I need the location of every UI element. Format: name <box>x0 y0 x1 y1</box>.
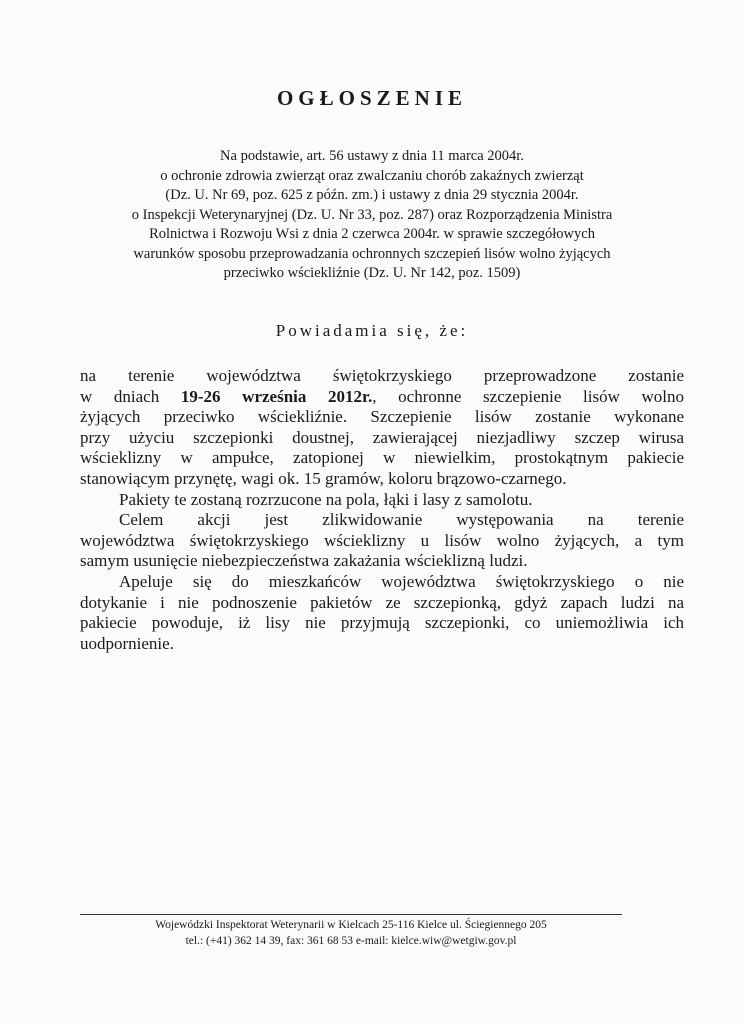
document-title: OGŁOSZENIE <box>276 86 468 110</box>
body-line: żyjących przeciwko wściekliźnie. Szczepienie lisów zostanie wykonane <box>80 407 684 427</box>
vaccination-dates: 19-26 września 2012r. <box>180 386 373 406</box>
footer-address: Wojewódzki Inspektorat Weterynarii w Kielcach 25-116 Kielce ul. Ściegiennego 205 <box>155 919 547 931</box>
legal-basis-line: (Dz. U. Nr 69, poz. 625 z późn. zm.) i ustawy z dnia 29 stycznia 2004r. <box>165 187 579 203</box>
body-line: wścieklizny w ampułce, zatopionej w niewielkim, prostokątnym pakiecie <box>80 448 684 468</box>
body-line: Pakiety te zostaną rozrzucone na pola, łąki i lasy z samolotu. <box>119 489 533 509</box>
body-line: uodpornienie. <box>80 633 174 653</box>
body-line-dates <box>80 387 684 408</box>
body-line: dotykanie i nie podnoszenie pakietów ze szczepionką, gdyż zapach ludzi na <box>80 592 684 612</box>
body-line: województwa świętokrzyskiego wścieklizny u lisów wolno żyjących, a tym <box>80 530 684 550</box>
legal-basis-line: warunków sposobu przeprowadzania ochronnych szczepień lisów wolno żyjących <box>133 245 611 262</box>
body-text-segment: , ochronne szczepienie lisów wolno <box>372 386 684 406</box>
footer <box>80 917 622 949</box>
footer-divider <box>80 914 622 915</box>
body-text-segment: w dniach <box>80 386 181 406</box>
announcement-heading: Powiadamia się, że: <box>275 321 469 340</box>
legal-basis <box>60 147 684 284</box>
footer-contact: tel.: (+41) 362 14 39, fax: 361 68 53 e-mail: kielce.wiw@wetgiw.gov.pl <box>185 935 517 947</box>
legal-basis-line: o ochronie zdrowia zwierząt oraz zwalczaniu chorób zakaźnych zwierząt <box>160 167 584 184</box>
legal-basis-line: Na podstawie, art. 56 ustawy z dnia 11 marca 2004r. <box>220 148 524 164</box>
body-line: samym usunięcie niebezpieczeństwa zakażania wścieklizną ludzi. <box>80 551 528 571</box>
body-line: Celem akcji jest zlikwidowanie występowania na terenie <box>119 510 684 530</box>
legal-basis-line: przeciwko wściekliźnie (Dz. U. Nr 142, poz. 1509) <box>223 265 521 281</box>
body-line: na terenie województwa świętokrzyskiego przeprowadzone zostanie <box>80 366 684 385</box>
body-line: Apeluje się do mieszkańców województwa świętokrzyskiego o nie <box>119 571 684 591</box>
body-line: stanowiącym przynętę, wagi ok. 15 gramów, koloru brązowo-czarnego. <box>80 468 567 488</box>
announcement-body <box>80 366 684 654</box>
body-line: pakiecie powoduje, iż lisy nie przyjmują szczepionki, co uniemożliwia ich <box>80 613 684 633</box>
legal-basis-line: o Inspekcji Weterynaryjnej (Dz. U. Nr 33, poz. 287) oraz Rozporządzenia Ministra <box>131 206 613 223</box>
body-line: przy użyciu szczepionki doustnej, zawierającej niezjadliwy szczep wirusa <box>80 427 684 447</box>
legal-basis-line: Rolnictwa i Rozwoju Wsi z dnia 2 czerwca 2004r. w sprawie szczegółowych <box>149 226 595 242</box>
